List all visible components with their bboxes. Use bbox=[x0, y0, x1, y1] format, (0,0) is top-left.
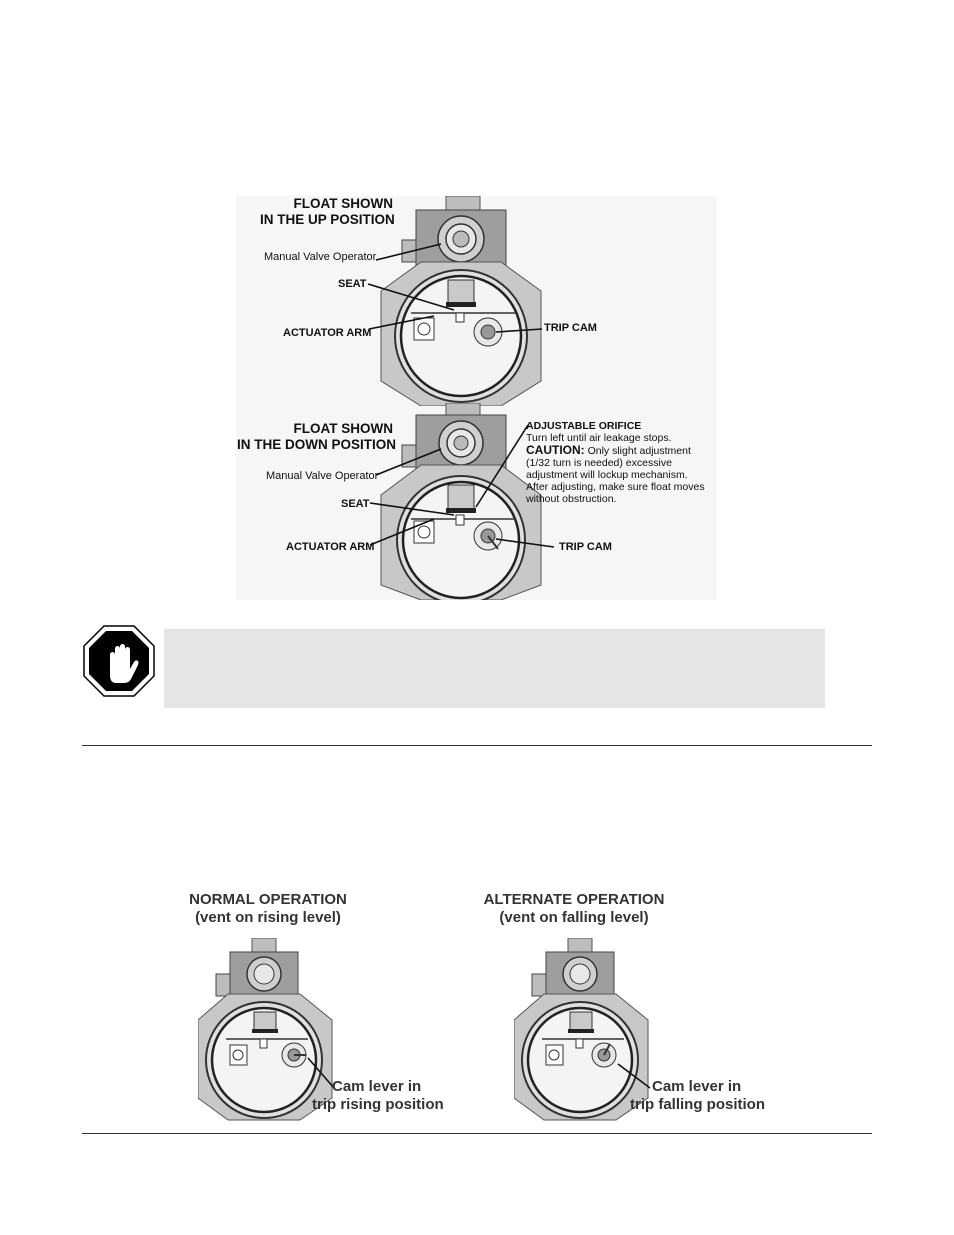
orifice-caution-label: CAUTION: bbox=[526, 443, 585, 457]
up-position-title bbox=[260, 196, 393, 227]
valve-diagram-up bbox=[236, 196, 717, 406]
alternate-cam-line1: Cam lever in bbox=[652, 1078, 742, 1095]
orifice-line2: Only slight adjustment bbox=[584, 445, 691, 457]
up-title-line2: IN THE UP POSITION bbox=[260, 211, 395, 227]
orifice-line4: adjustment will lockup mechanism. bbox=[526, 469, 688, 481]
orifice-caution-row bbox=[526, 444, 705, 457]
orifice-line3: (1/32 turn is needed) excessive bbox=[526, 457, 672, 469]
up-manual-valve-label: Manual Valve Operator bbox=[264, 251, 377, 263]
down-title-line2: IN THE DOWN POSITION bbox=[237, 436, 397, 452]
up-trip-cam-label: TRIP CAM bbox=[544, 322, 597, 334]
orifice-heading: ADJUSTABLE ORIFICE bbox=[526, 420, 642, 432]
alternate-cam-line2: trip falling position bbox=[630, 1096, 765, 1113]
normal-cam-line1: Cam lever in bbox=[332, 1078, 422, 1095]
down-seat-label: SEAT bbox=[341, 498, 370, 510]
down-manual-valve-label: Manual Valve Operator bbox=[266, 470, 379, 482]
section-divider-bottom bbox=[82, 1133, 872, 1134]
normal-operation-title bbox=[178, 891, 358, 927]
orifice-line5: After adjusting, make sure float moves bbox=[526, 481, 705, 493]
up-seat-label: SEAT bbox=[338, 278, 367, 290]
alternate-operation-title bbox=[476, 891, 672, 927]
orifice-line1: Turn left until air leakage stops. bbox=[526, 432, 672, 444]
notice-box bbox=[164, 629, 825, 708]
up-title-line1: FLOAT SHOWN bbox=[293, 196, 393, 211]
down-title-line1: FLOAT SHOWN bbox=[293, 421, 393, 436]
adjustable-orifice-note bbox=[526, 420, 705, 505]
alternate-title-line2: (vent on falling level) bbox=[499, 909, 649, 926]
normal-title-line2: (vent on rising level) bbox=[195, 909, 341, 926]
down-position-title bbox=[237, 421, 397, 452]
alternate-cam-label bbox=[630, 1078, 765, 1114]
up-actuator-arm-label: ACTUATOR ARM bbox=[283, 327, 372, 339]
section-divider-top bbox=[82, 745, 872, 746]
down-actuator-arm-label: ACTUATOR ARM bbox=[286, 541, 375, 553]
stop-hand-icon bbox=[83, 625, 155, 697]
down-trip-cam-label: TRIP CAM bbox=[559, 541, 612, 553]
normal-cam-line2: trip rising position bbox=[312, 1096, 444, 1113]
orifice-line6: without obstruction. bbox=[526, 493, 617, 505]
alternate-title-line1: ALTERNATE OPERATION bbox=[483, 891, 665, 908]
normal-cam-label bbox=[312, 1078, 444, 1114]
normal-title-line1: NORMAL OPERATION bbox=[189, 891, 347, 908]
